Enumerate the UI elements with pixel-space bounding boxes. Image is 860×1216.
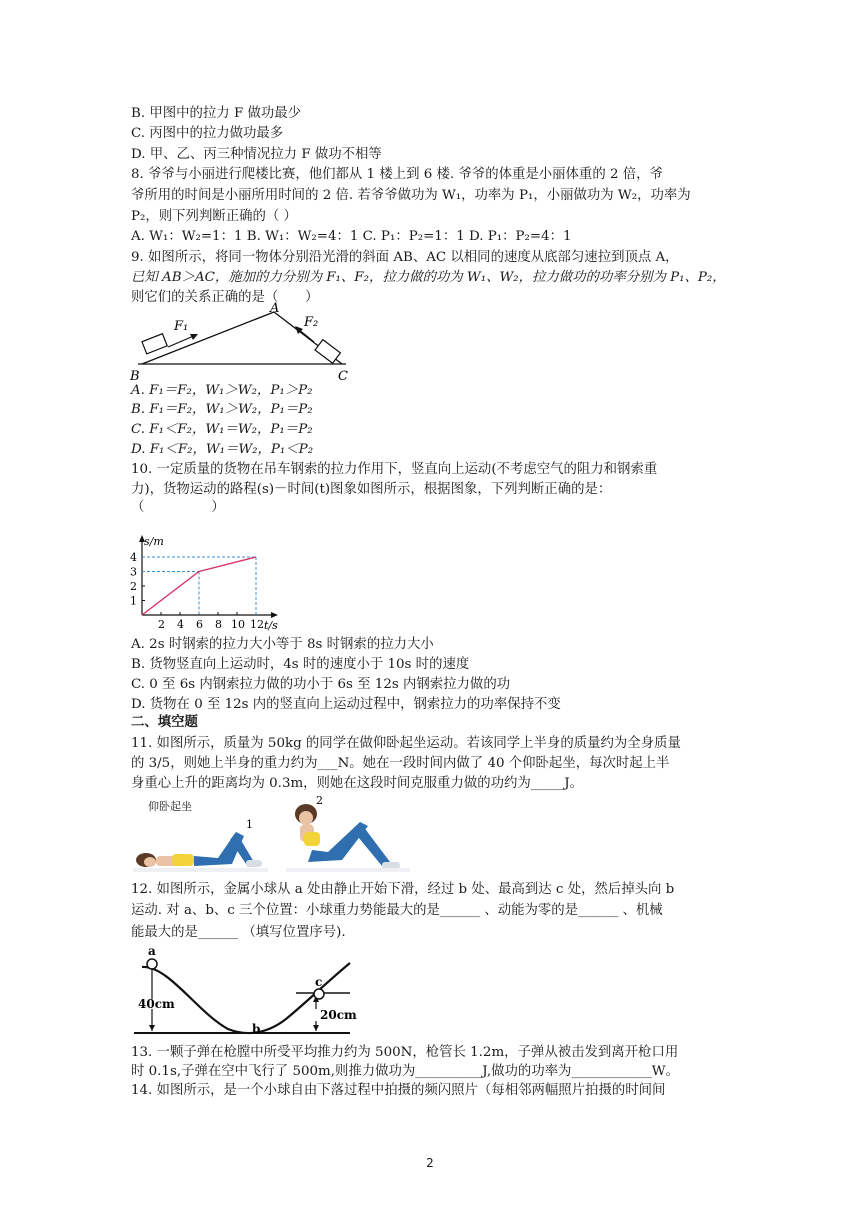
q8-stem-2: 爷所用的时间是小丽所用时间的 2 倍. 若爷爷做功为 W₁，功率为 P₁，小丽做功为 W₂，功率为: [131, 188, 691, 203]
q9-stem-1: 9. 如图所示，将同一物体分别沿光滑的斜面 AB、AC 以相同的速度从底部匀速拉到顶点 A，: [131, 250, 679, 265]
y-tick-label: 1: [130, 594, 137, 608]
label-a: A: [270, 301, 280, 316]
page-number: 2: [426, 1156, 434, 1170]
q14-stem-1: 14. 如图所示，是一个小球自由下落过程中拍摄的频闪照片（每相邻两幅照片拍摄的时间间: [131, 1083, 666, 1098]
x-tick-label: 2: [158, 618, 165, 631]
q9-option-c: C. F₁＜F₂，W₁＝W₂，P₁＝P₂: [131, 422, 313, 437]
person-sitting-up: [286, 804, 410, 872]
q8-options: A. W₁：W₂=1：1 B. W₁：W₂=4：1 C. P₁：P₂=1：1 D. P₁：P₂=4：1: [131, 229, 572, 244]
x-tick-label: 4: [177, 618, 184, 631]
situp-caption: 仰卧起坐: [148, 800, 192, 813]
q11-stem-3: 身重心上升的距离均为 0.3m，则她在这段时间克服重力做的功约为_____J。: [131, 776, 584, 791]
label-a: a: [148, 944, 156, 958]
label-c: C: [338, 369, 348, 384]
q7-option-b: B. 甲图中的拉力 F 做功最少: [131, 106, 302, 121]
label-20cm: 20cm: [320, 1008, 357, 1022]
label-f2: F₂: [304, 315, 319, 330]
x-axis-arrow: [271, 612, 278, 618]
y-tick-label: 2: [130, 580, 137, 593]
q9-option-a: A. F₁＝F₂，W₁＞W₂，P₁＞P₂: [131, 383, 313, 398]
q11-stem-1: 11. 如图所示，质量为 50kg 的同学在做仰卧起坐运动。若该同学上半身的质量约为全身质量: [131, 736, 681, 751]
series-line: [142, 557, 256, 615]
x-tick-label: 8: [215, 618, 222, 631]
section-title-fill-in: 二、填空题: [131, 715, 198, 730]
q7-option-c: C. 丙图中的拉力做功最多: [131, 126, 284, 141]
q8-stem-1: 8. 爷爷与小丽进行爬楼比赛，他们都从 1 楼上到 6 楼. 爷爷的体重是小丽体重的 2 倍，爷: [131, 167, 663, 182]
label-c: c: [315, 975, 323, 989]
x-axis-label: t/s: [264, 619, 278, 632]
q9-option-b: B. F₁＝F₂，W₁＞W₂，P₁＝P₂: [131, 402, 313, 417]
label-b: B: [130, 369, 140, 384]
x-tick-label: 6: [196, 618, 203, 631]
y-tick-label: 3: [130, 565, 137, 579]
q11-stem-2: 的 3/5，则她上半身的重力约为___N。她在一段时间内做了 40 个仰卧起坐，每次时起上半: [131, 756, 670, 771]
track-figure: [128, 943, 358, 1039]
label-b: b: [252, 1022, 261, 1036]
ball-c: [314, 989, 324, 999]
q10-option-a: A. 2s 时钢索的拉力大小等于 8s 时钢索的拉力大小: [131, 637, 434, 652]
pose-number-1: 1: [246, 818, 253, 831]
q10-stem-1: 10. 一定质量的货物在吊车钢索的拉力作用下，竖直向上运动(不考虑空气的阻力和钢索重: [131, 462, 658, 477]
q8-stem-3: P₂，则下列判断正确的（ ）: [131, 209, 297, 224]
label-40cm: 40cm: [138, 997, 175, 1011]
q13-stem-2: 时 0.1s,子弹在空中飞行了 500m,则推力做功为__________J,做功的功率为____________W。: [131, 1064, 679, 1079]
q9-stem-2: 已知 AB＞AC，施加的力分别为 F₁、F₂，拉力做的功为 W₁、W₂，拉力做功的功率分别为 P₁、P₂，: [131, 270, 726, 285]
situp-figure: [128, 792, 418, 878]
person-lying: [133, 832, 268, 872]
q10-option-b: B. 货物竖直向上运动时，4s 时的速度小于 10s 时的速度: [131, 657, 470, 672]
y-axis-label: s/m: [144, 535, 164, 548]
q12-stem-2: 运动. 对 a、b、c 三个位置：小球重力势能最大的是______ 、动能为零的是______ 、机械: [131, 903, 663, 918]
q10-stem-2: 力)，货物运动的路程(s)－时间(t)图象如图所示，根据图象，下列判断正确的是：: [131, 482, 612, 497]
block-left: [142, 334, 167, 354]
q12-stem-3: 能最大的是______ （填写位置序号).: [131, 925, 346, 940]
incline-figure: [128, 300, 358, 386]
ball-a: [147, 959, 157, 969]
x-tick-label: 10: [231, 618, 245, 631]
q7-option-d: D. 甲、乙、丙三种情况拉力 F 做功不相等: [131, 147, 382, 162]
label-f1: F₁: [174, 319, 189, 334]
q10-option-c: C. 0 至 6s 内钢索拉力做的功小于 6s 至 12s 内钢索拉力做的功: [131, 677, 511, 692]
q10-stem-3: （ ）: [131, 500, 225, 515]
q13-stem-1: 13. 一颗子弹在枪膛中所受平均推力约为 500N，枪管长 1.2m，子弹从被击发到离开枪口用: [131, 1045, 679, 1060]
q9-option-d: D. F₁＜F₂，W₁＝W₂，P₁＜P₂: [131, 442, 314, 457]
x-tick-label: 12: [250, 618, 264, 631]
pose-number-2: 2: [316, 794, 323, 807]
y-tick-label: 4: [130, 551, 137, 564]
q10-option-d: D. 货物在 0 至 12s 内的竖直向上运动过程中，钢索拉力的功率保持不变: [131, 697, 561, 712]
q12-stem-1: 12. 如图所示，金属小球从 a 处由静止开始下滑，经过 b 处、最高到达 c 处，然后掉头向 b: [131, 882, 675, 897]
s-t-chart: [118, 515, 298, 635]
q9-stem-3: 则它们的关系正确的是（ ）: [131, 290, 319, 305]
